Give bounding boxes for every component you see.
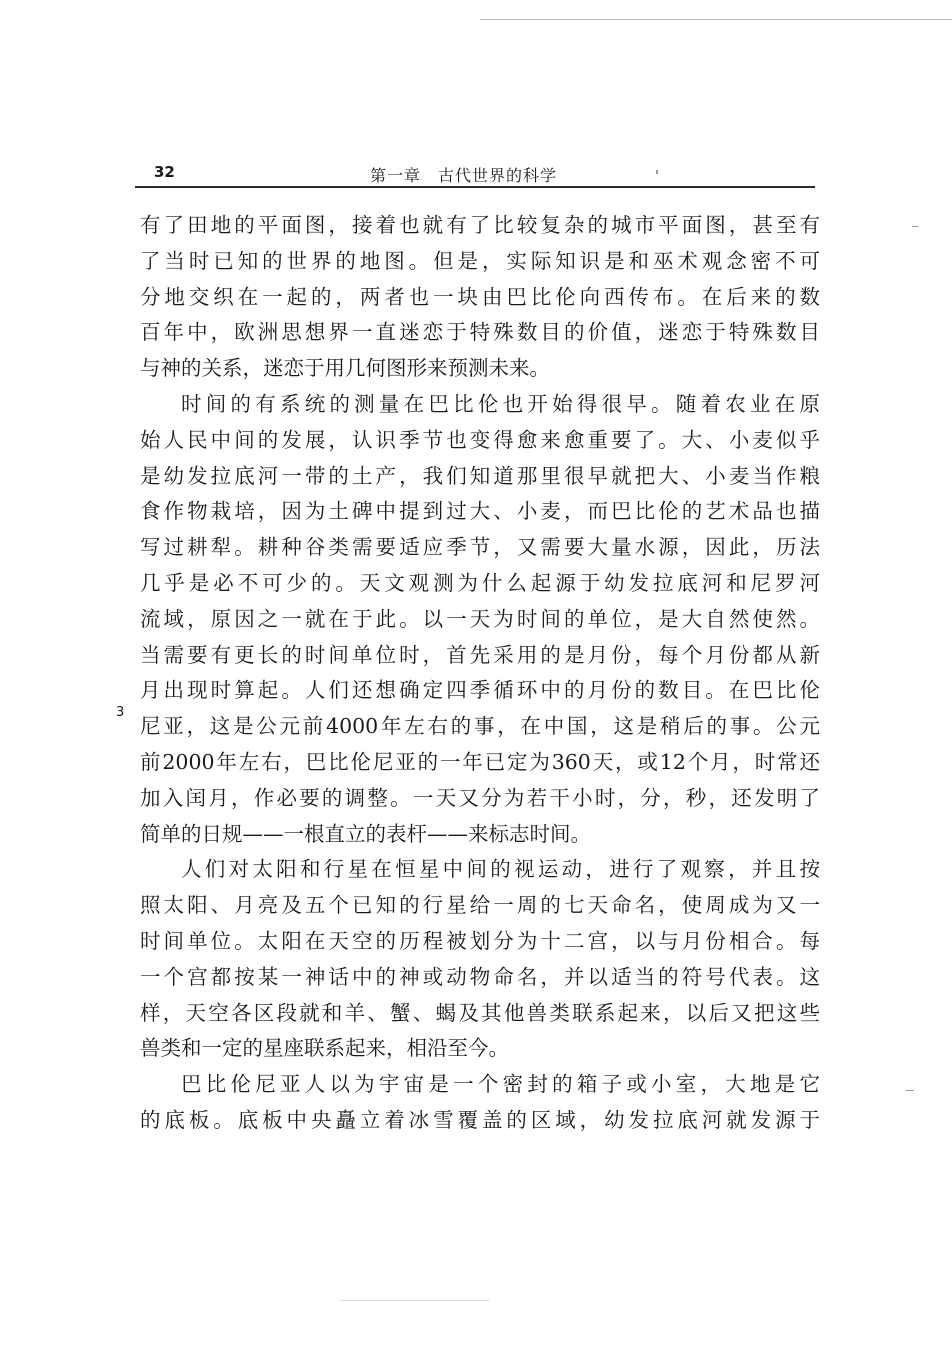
text-line: 食作物栽培，因为土碑中提到过大、小麦，而巴比伦的艺术品也描	[140, 499, 820, 524]
running-head: 第一章 古代世界的科学	[370, 166, 558, 185]
text-line: 尼亚，这是公元前4000年左右的事，在中国，这是稍后的事。公元	[140, 714, 820, 739]
scan-speck	[912, 226, 918, 227]
text-line: 加入闰月，作必要的调整。一天又分为若干小时，分，秒，还发明了	[140, 785, 820, 810]
text-line: 几乎是必不可少的。天文观测为什么起源于幼发拉底河和尼罗河	[140, 570, 820, 595]
text-line: 的底板。底板中央矗立着冰雪覆盖的区域，幼发拉底河就发源于	[140, 1107, 820, 1132]
page-header	[140, 160, 810, 186]
scan-edge-line	[480, 19, 952, 20]
body-text	[140, 208, 820, 1139]
text-line: 月出现时算起。人们还想确定四季循环中的月份的数目。在巴比伦	[140, 678, 820, 703]
text-line: 简单的日规——一根直立的表杆——来标志时间。	[140, 821, 591, 846]
text-line: 当需要有更长的时间单位时，首先采用的是月份，每个月份都从新	[140, 642, 820, 667]
text-line: 人们对太阳和行星在恒星中间的视运动，进行了观察，并且按	[181, 857, 820, 882]
scan-speck	[340, 1300, 490, 1301]
text-line: 是幼发拉底河一带的土产，我们知道那里很早就把大、小麦当作粮	[140, 463, 820, 488]
text-line: 与神的关系，迷恋于用几何图形来预测未来。	[140, 356, 550, 381]
text-line: 兽类和一定的星座联系起来，相沿至今。	[140, 1036, 509, 1061]
page-number: 32	[154, 163, 175, 181]
scan-speck	[656, 170, 658, 174]
scan-speck	[906, 1090, 914, 1091]
text-line: 了当时已知的世界的地图。但是，实际知识是和巫术观念密不可	[140, 248, 820, 273]
text-line: 时间的有系统的测量在巴比伦也开始得很早。随着农业在原	[181, 391, 820, 416]
margin-note: 3	[116, 705, 125, 720]
text-line: 一个宫都按某一神话中的神或动物命名，并以适当的符号代表。这	[140, 964, 820, 989]
text-line: 巴比伦尼亚人以为宇宙是一个密封的箱子或小室，大地是它	[181, 1072, 820, 1097]
text-line: 百年中，欧洲思想界一直迷恋于特殊数目的价值，迷恋于特殊数目	[140, 320, 820, 345]
text-line: 流域，原因之一就在于此。以一天为时间的单位，是大自然使然。	[140, 606, 820, 631]
text-line: 始人民中间的发展，认识季节也变得愈来愈重要了。大、小麦似乎	[140, 427, 820, 452]
text-line: 样，天空各区段就和羊、蟹、蝎及其他兽类联系起来，以后又把这些	[140, 1000, 820, 1025]
text-line: 分地交织在一起的，两者也一块由巴比伦向西传布。在后来的数	[140, 284, 820, 309]
header-rule	[135, 186, 815, 188]
text-line: 照太阳、月亮及五个已知的行星给一周的七天命名，使周成为又一	[140, 893, 820, 918]
text-line: 时间单位。太阳在天空的历程被划分为十二宫，以与月份相合。每	[140, 928, 820, 953]
text-line: 写过耕犁。耕种谷类需要适应季节，又需要大量水源，因此，历法	[140, 535, 820, 560]
text-line: 有了田地的平面图，接着也就有了比较复杂的城市平面图，甚至有	[140, 213, 820, 237]
text-line: 前2000年左右，巴比伦尼亚的一年已定为360天，或12个月，时常还	[140, 749, 820, 774]
